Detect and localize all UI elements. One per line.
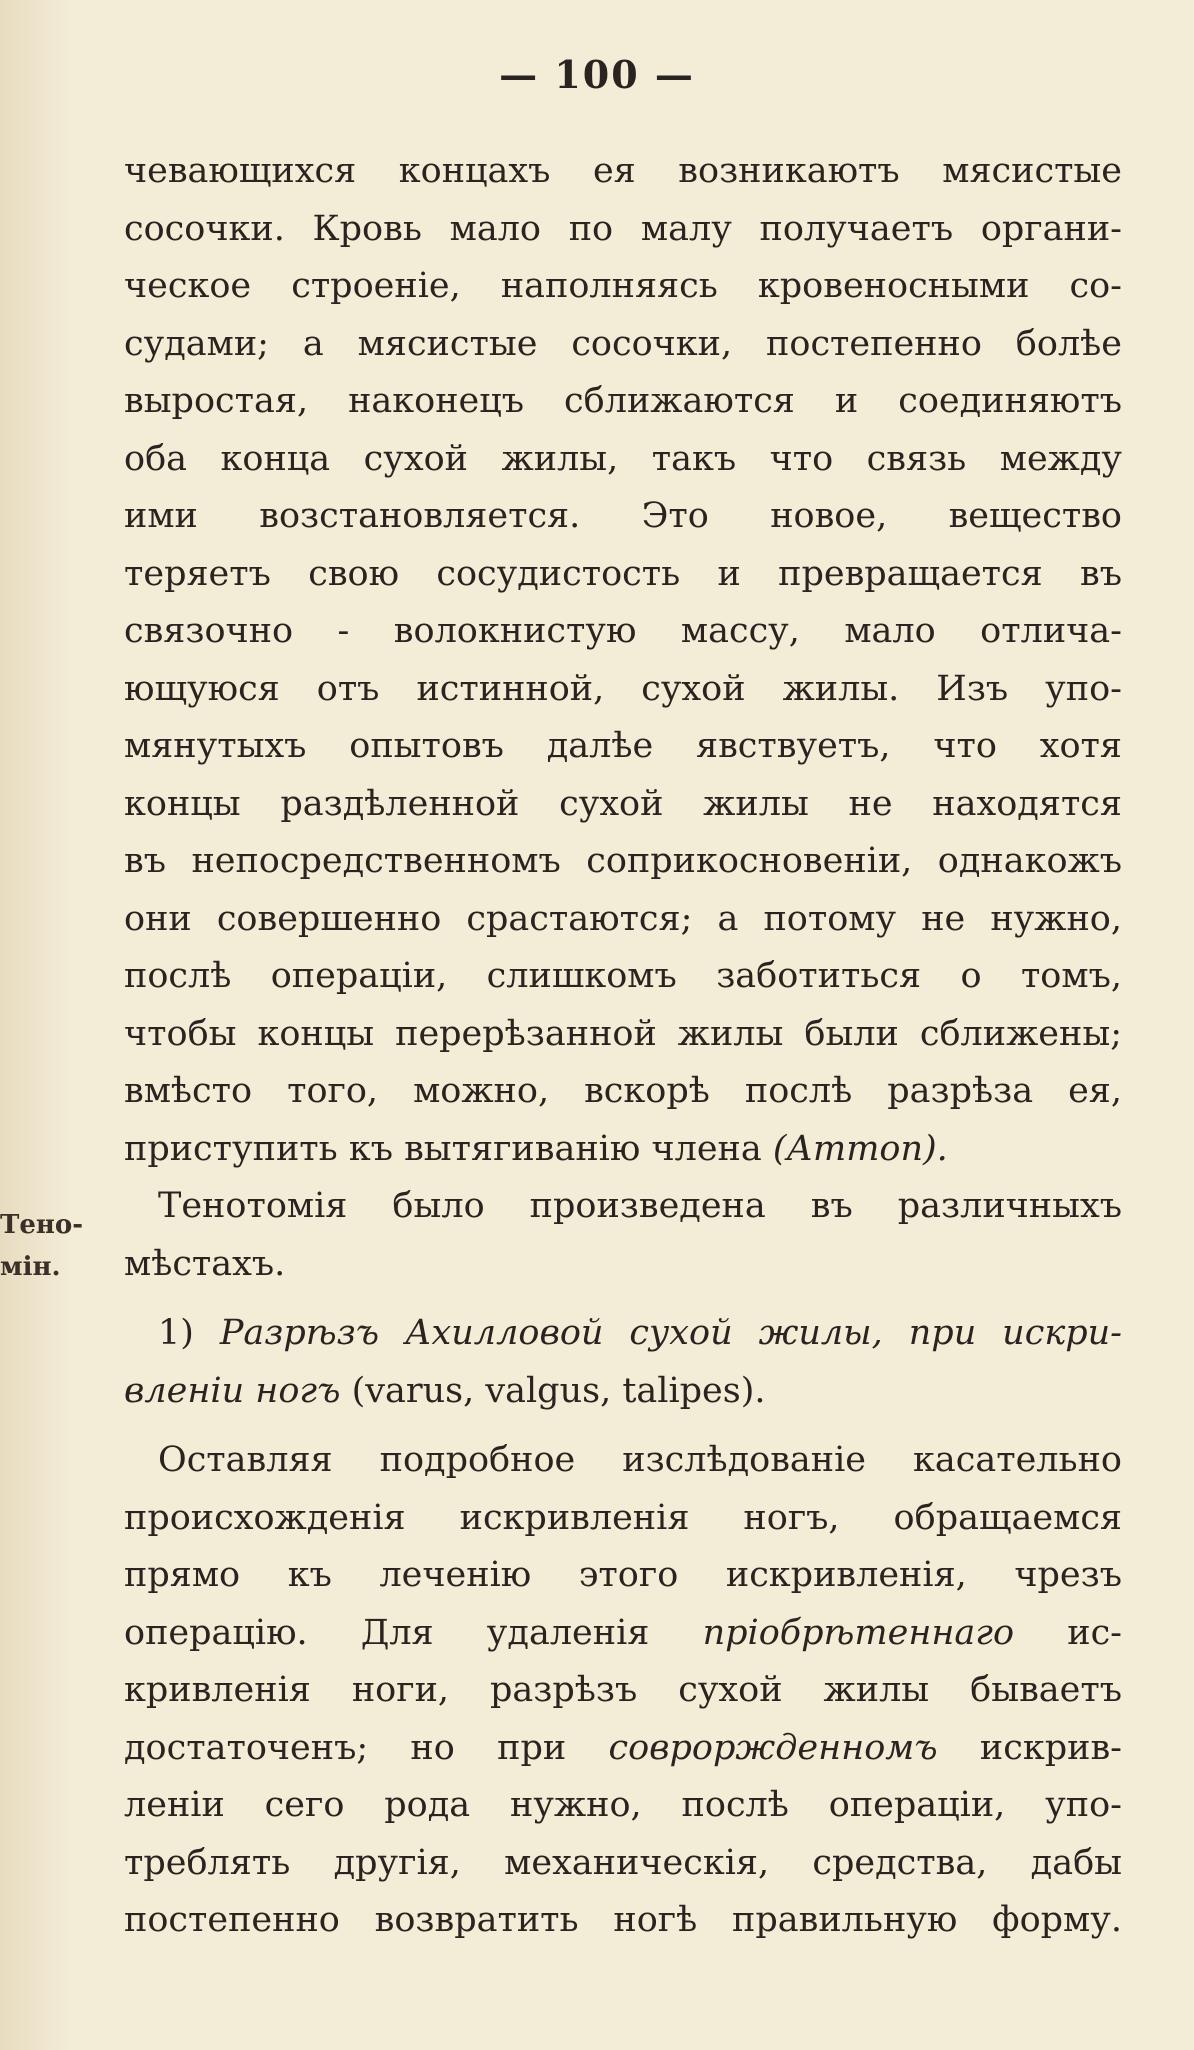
margin-note-line-2: мін. [0, 1252, 61, 1282]
page-edge [0, 0, 70, 2050]
emphasis-acquired: пріобрѣтеннаго [702, 1612, 1015, 1653]
text-line: чтобы концы перерѣзанной жилы были сближены; [124, 1013, 1122, 1054]
paragraph-gap [124, 1293, 1122, 1305]
citation-attmon: (Аттоп). [772, 1128, 948, 1169]
text-line: послѣ операціи, слишкомъ заботиться о томъ, [124, 956, 1122, 996]
text-line: теряетъ свою сосудистость и превращается въ [124, 553, 1122, 594]
text-line: связочно - волокнистую массу, мало отлича- [124, 611, 1122, 651]
paragraph-gap [124, 1420, 1122, 1432]
page-number: — 100 — [499, 52, 695, 97]
text-line: вмѣсто того, можно, вскорѣ послѣ разрѣза ея, [124, 1071, 1122, 1111]
emphasis-congenital: совроржденномъ [608, 1727, 938, 1768]
text-line: выростая, наконецъ сближаются и соединяютъ [124, 381, 1122, 421]
text-line: мѣстахъ. [124, 1243, 286, 1284]
text-segment: операцію. Для удаленія [124, 1612, 703, 1653]
text-line: происхожденія искривленія ногъ, обращаемся [124, 1497, 1122, 1538]
text-segment: достаточенъ; но при [124, 1727, 609, 1768]
paragraph-first-line: Тенотомія было произведена въ различныхъ [158, 1186, 1122, 1226]
text-line: концы раздѣленной сухой жилы не находятся [124, 783, 1122, 824]
text-segment: приступить къ вытягиванію члена [124, 1128, 773, 1169]
text-line: ими возстановляется. Это новое, вещество [124, 496, 1122, 536]
text-line [124, 1720, 1122, 1778]
text-line: судами; а мясистые сосочки, постепенно болѣе [124, 323, 1122, 364]
body-text [124, 143, 1122, 1950]
text-line: треблять другія, механическія, средства, дабы [124, 1842, 1122, 1883]
text-line: сосочки. Кровь мало по малу получаетъ органи- [124, 208, 1122, 249]
text-line [124, 1121, 1122, 1179]
text-line: они совершенно срастаются; а потому не нужно, [124, 898, 1122, 939]
heading-number: 1) [158, 1313, 220, 1353]
text-line: оба конца сухой жилы, такъ что связь между [124, 438, 1122, 479]
text-segment: искрив- [937, 1727, 1122, 1768]
text-line: ческое строеніе, наполняясь кровеносными со- [124, 266, 1122, 306]
text-segment: ис- [1014, 1612, 1122, 1653]
text-line: кривленія ноги, разрѣзъ сухой жилы бываетъ [124, 1670, 1122, 1710]
margin-note-line-1: Тено- [0, 1210, 84, 1240]
section-heading [124, 1305, 1122, 1363]
paragraph-first-line: Оставляя подробное изслѣдованіе касательно [158, 1440, 1122, 1480]
text-line [124, 1605, 1122, 1663]
text-line: леніи сего рода нужно, послѣ операціи, упо- [124, 1785, 1122, 1825]
heading-italic: вленіи ногъ [124, 1370, 341, 1411]
text-line: постепенно возвратить ногѣ правильную форму. [124, 1900, 1122, 1940]
section-heading-cont [124, 1363, 1122, 1421]
text-line: ющуюся отъ истинной, сухой жилы. Изъ упо- [124, 668, 1122, 709]
heading-terms: (varus, valgus, talipes). [340, 1370, 766, 1411]
text-line: прямо къ леченію этого искривленія, чрезъ [124, 1555, 1122, 1595]
text-line: мянутыхъ опытовъ далѣе явствуетъ, что хотя [124, 726, 1122, 766]
heading-italic: Разрѣзъ Ахилловой сухой жилы, при искри- [219, 1313, 1122, 1353]
text-line: чевающихся концахъ ея возникаютъ мясистые [124, 151, 1122, 191]
text-line: въ непосредственномъ соприкосновеніи, однакожъ [124, 841, 1122, 881]
